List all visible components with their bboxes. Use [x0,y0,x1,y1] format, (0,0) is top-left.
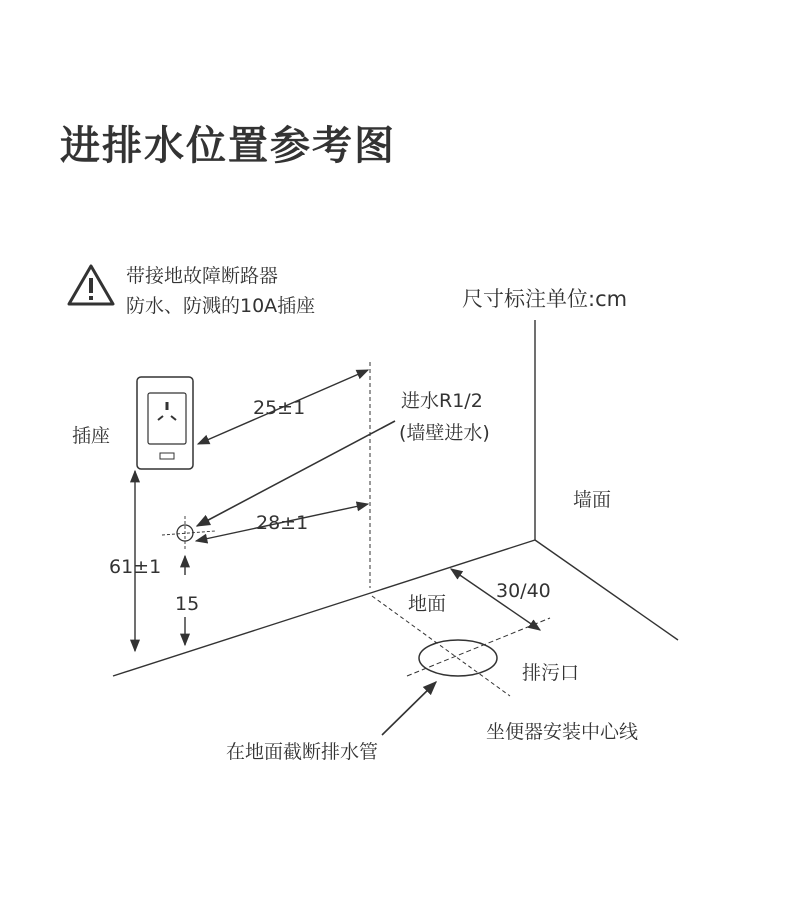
inlet-pointer-arrow [197,421,395,526]
socket-offset-dimension: 25±1 [253,397,306,419]
socket-ground-slot [166,402,169,410]
socket-face [148,393,186,444]
socket-bottom-tab [160,453,174,459]
floor-wall-edge [535,540,678,640]
page-title: 进排水位置参考图 [60,123,396,169]
drain-distance-dimension: 30/40 [496,580,551,602]
inlet-sublabel: (墙壁进水) [399,422,490,444]
floor-label: 地面 [408,593,447,615]
socket-height-dimension: 61±1 [109,556,162,578]
warning-line-2: 防水、防溅的10A插座 [126,295,316,317]
center-line-label: 坐便器安装中心线 [486,721,639,743]
cut-pipe-pointer-arrow [382,682,436,735]
inlet-height-dimension: 15 [175,593,200,615]
wall-label: 墙面 [573,489,612,511]
socket-plate [137,377,193,469]
unit-note: 尺寸标注单位:cm [462,287,628,311]
inlet-label: 进水R1/2 [401,390,483,412]
cut-pipe-label: 在地面截断排水管 [226,741,379,763]
socket-label: 插座 [72,425,111,447]
warning-line-1: 带接地故障断路器 [126,265,279,287]
drain-label: 排污口 [522,662,580,684]
inlet-offset-dimension: 28±1 [256,512,309,534]
